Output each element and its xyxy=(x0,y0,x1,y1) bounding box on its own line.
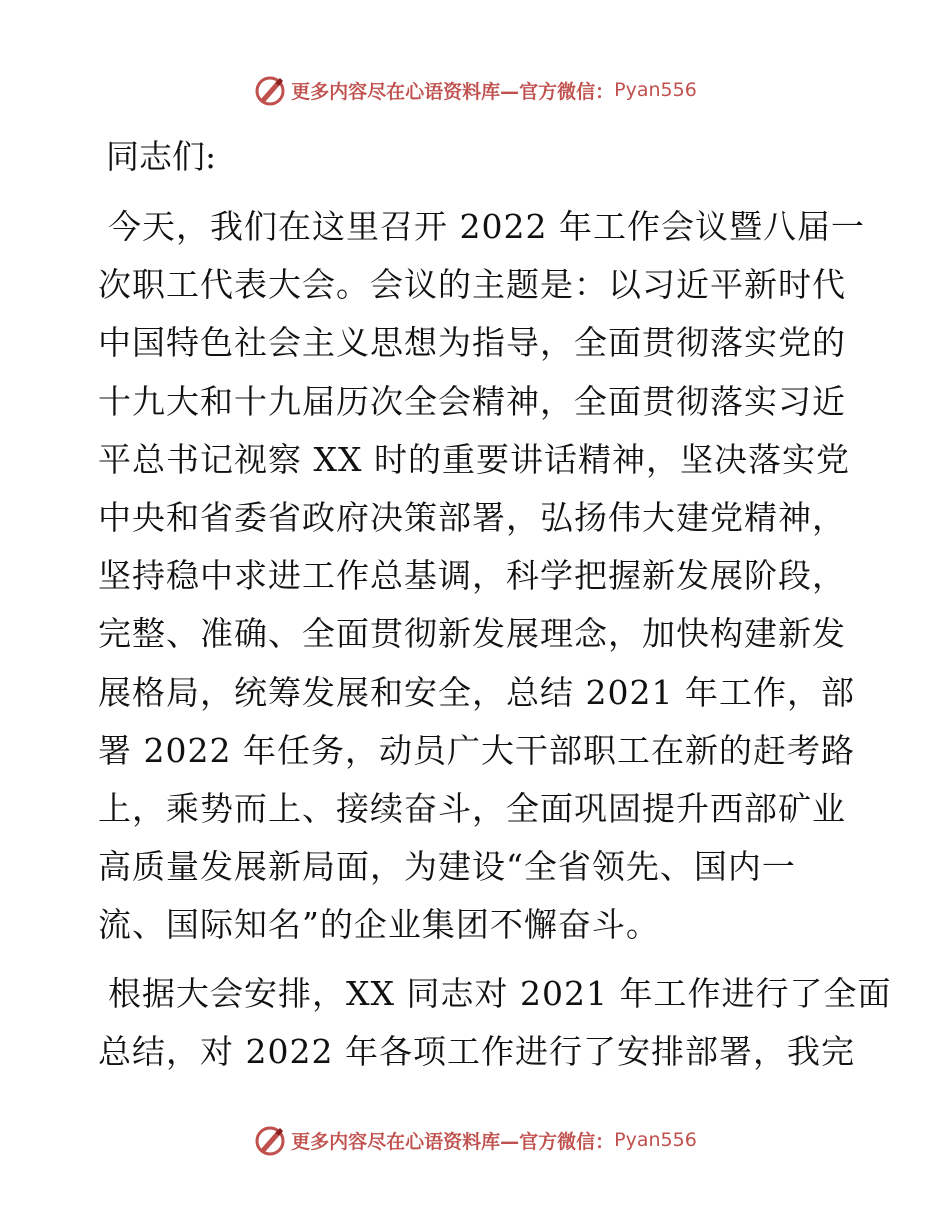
text-line: 流、国际知名”的企业集团不懈奋斗。 xyxy=(98,905,660,945)
text-line: 总结，对 2022 年各项工作进行了安排部署，我完 xyxy=(98,1031,855,1071)
text-line: 展格局，统筹发展和安全，总结 2021 年工作，部 xyxy=(98,672,855,712)
text-line: 中央和省委省政府决策部署，弘扬伟大建党精神， xyxy=(98,498,846,538)
watermark-text: 更多内容尽在心语资料库—官方微信： xyxy=(291,1130,615,1153)
text-line: 中国特色社会主义思想为指导，全面贯彻落实党的 xyxy=(98,323,846,363)
watermark-account: Pyan556 xyxy=(614,79,697,101)
text-line: 高质量发展新局面，为建设“全省领先、国内一 xyxy=(98,847,796,887)
text-line: 平总书记视察 XX 时的重要讲话精神，坚决落实党 xyxy=(98,439,850,479)
header-watermark xyxy=(0,72,950,108)
pen-logo-icon xyxy=(253,1123,287,1157)
text-line: 十九大和十九届历次全会精神，全面贯彻落实习近 xyxy=(98,381,846,421)
text-line: 根据大会安排，XX 同志对 2021 年工作进行了全面 xyxy=(108,973,892,1013)
document-body xyxy=(98,118,892,1091)
watermark-text: 更多内容尽在心语资料库—官方微信： xyxy=(291,80,615,103)
text-line: 署 2022 年任务，动员广大干部职工在新的赶考路 xyxy=(98,730,855,770)
greeting: 同志们: xyxy=(106,137,217,176)
text-line: 上，乘势而上、接续奋斗，全面巩固提升西部矿业 xyxy=(98,789,846,829)
footer-watermark xyxy=(0,1122,950,1158)
pen-logo-icon xyxy=(253,73,287,107)
paragraph-1 xyxy=(98,198,865,955)
text-line: 完整、准确、全面贯彻新发展理念，加快构建新发 xyxy=(98,614,846,654)
watermark-account: Pyan556 xyxy=(614,1129,697,1151)
paragraph-2 xyxy=(98,965,892,1081)
text-line: 次职工代表大会。会议的主题是：以习近平新时代 xyxy=(98,265,846,305)
text-line: 今天，我们在这里召开 2022 年工作会议暨八届一 xyxy=(108,207,865,246)
text-line: 坚持稳中求进工作总基调，科学把握新发展阶段， xyxy=(98,556,846,596)
